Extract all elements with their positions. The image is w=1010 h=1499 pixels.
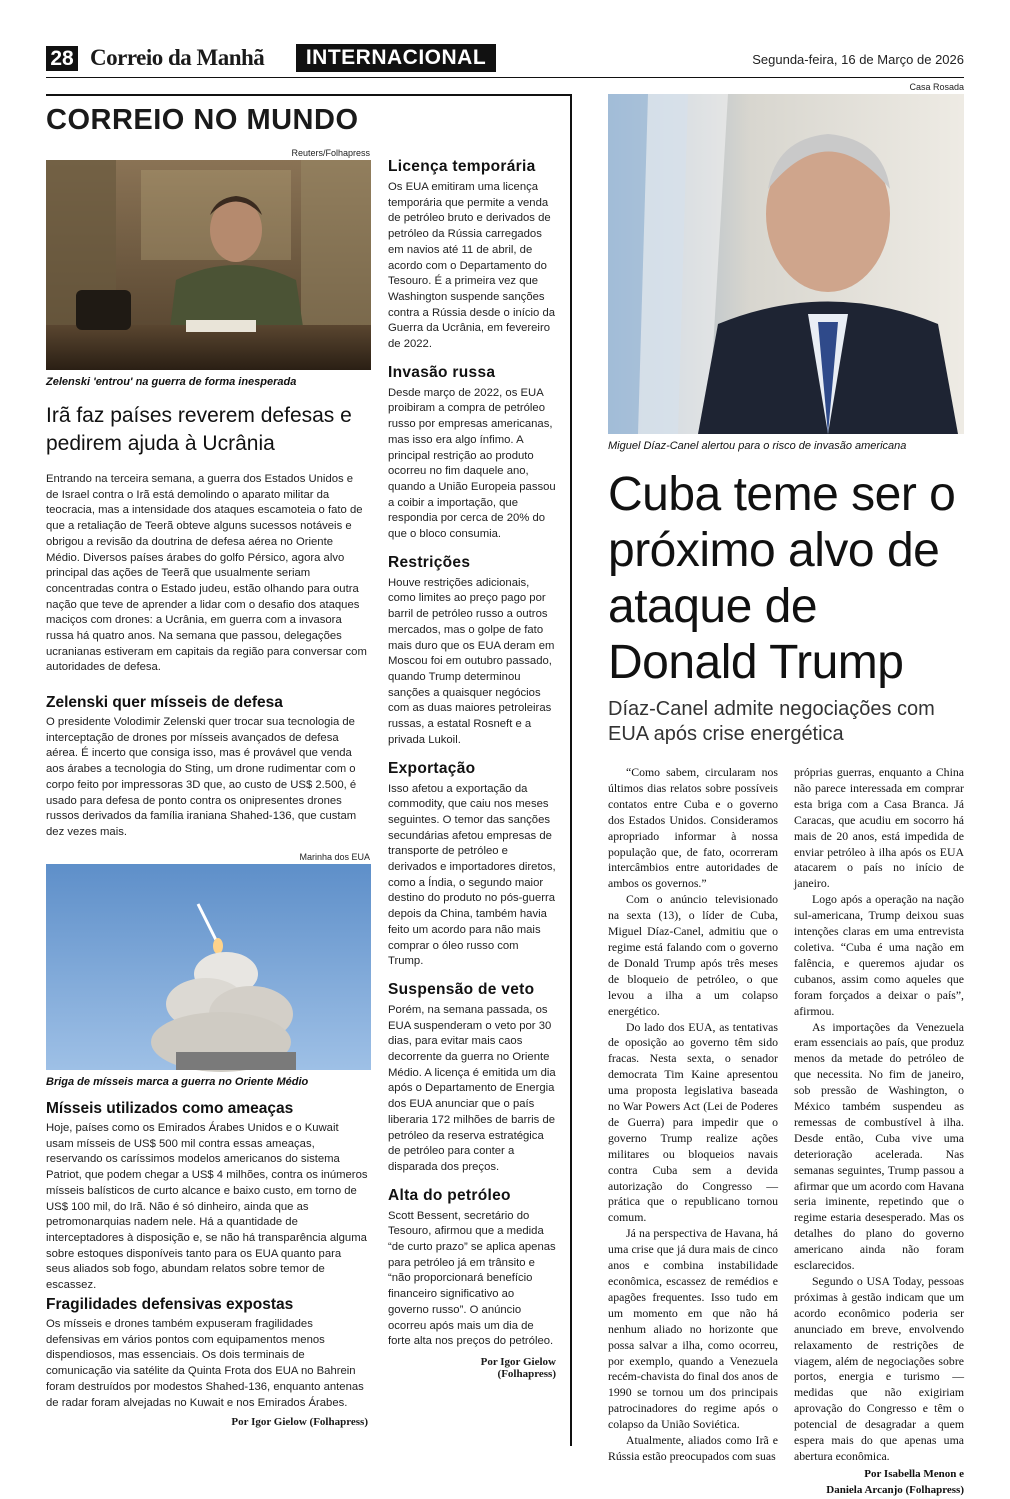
- misseis-text: Hoje, países como os Emirados Árabes Unidos e o Kuwait usam mísseis de US$ 500 mil contra essas ameaças, reservando os caríssimos modelos americanos do sistema Patriot, que podem chegar a US$ 4 milhões, contra os inúmeros mísseis balísticos de curto alcance e baixo custo, em torno de US$ 100 mil, do Irã. Não é só dinheiro, ainda que as petromonarquias nadem nele. Há a quantidade de interceptadores à disposição e, se não há transparência alguma sobre estoques disponíveis tanto para os EUA quanto para seus aliados sob fogo, abundam relatos sobre temor de escassez.: [46, 1122, 368, 1292]
- box-border-right: [570, 94, 572, 1446]
- dateline: Segunda-feira, 16 de Março de 2026: [752, 52, 964, 67]
- right-headline: Cuba teme ser o próximo alvo de ataque de Donald Trump: [608, 468, 956, 689]
- photo-caption-2: Briga de mísseis marca a guerra no Oriente Médio: [46, 1076, 309, 1088]
- colB-p2: Logo após a operação na nação sul-americana, Trump deixou suas intenções claras em uma entrevista coletiva. “Cuba é uma nação em falência, e queremos ajudar os cubanos, assim como aqueles que foram forçados a deixar o país”, afirmou.: [794, 892, 964, 1018]
- section-restricoes: [388, 554, 556, 749]
- section-title-alta: Alta do petróleo: [388, 1186, 511, 1204]
- middle-column: [388, 158, 556, 1380]
- zelenski-photo-graphic: [46, 160, 371, 370]
- section-title-suspensao: Suspensão de veto: [388, 980, 535, 998]
- byline-right-1: Por Isabella Menon e: [864, 1467, 964, 1480]
- section-text-suspensao: Porém, na semana passada, os EUA suspenderam o veto por 30 dias, para evitar mais caos decorrente da guerra no Oriente Médio. A licença é emitida um dia após o Departamento de Energia dos EUA anunciar que o país liberaria 172 milhões de barris de petróleo da reserva estratégica de petróleo para conter a disparada dos preços.: [388, 1003, 556, 1173]
- colB-p1: próprias guerras, enquanto a China não parece interessada em comprar esta briga com a Casa Branca. Já Caracas, que acudiu em socorro há mais de 20 anos, está impedida de enviar petróleo à ilha após os EUA atacarem o país no início de janeiro.: [794, 765, 964, 891]
- zelenski-photo: [46, 160, 371, 370]
- section-text-exportacao: Isso afetou a exportação da commodity, que caiu nos meses seguintes. O temor das sanções secundárias afetou empresas de transporte de petróleo e derivados e importadores diretos, como a Índia, o segundo maior destino do produto no pós-guerra depois da China, também havia feito um acordo para não mais comprar o óleo russo com Trump.: [388, 782, 556, 968]
- right-column-b: [794, 765, 964, 1499]
- masthead: Correio da Manhã: [90, 45, 265, 70]
- intro-text: Entrando na terceira semana, a guerra dos Estados Unidos e de Israel contra o Irã está demolindo o aparato militar da teocracia, mas a intensidade dos ataques escamoteia o fato de que a retaliação de Teerã obteve alguns sucessos notáveis e obrigou a revisão da doutrina de defesa aérea no Oriente Médio. Diversos países árabes do golfo Pérsico, agora alvo principal das ações de Teerã que usualmente seriam concentradas contra o Estado judeu, estão olhando para outra nação que teve de aprender a lidar com o desafio dos ataques maciços com drones: a Ucrânia, em guerra com a invasora russa há quatro anos. Na semana que passou, delegações ucranianas estiveram em capitais da região para conversar com autoridades de defesa.: [46, 473, 367, 674]
- missile-photo: [46, 864, 371, 1070]
- section-alta: [388, 1187, 556, 1350]
- photo-caption: Zelenski 'entrou' na guerra de forma inesperada: [46, 376, 297, 388]
- photo-credit: Reuters/Folhapress: [291, 148, 370, 158]
- section-title-licenca: Licença temporária: [388, 158, 536, 175]
- colB-p3: As importações da Venezuela eram essenciais ao país, que produz menos da metade do petróleo de que necessita. No fim de janeiro, sob pressão de Washington, o México também suspendeu as remessas de combustível à ilha. Desde então, Cuba vive uma deterioração acelerada. Nas semanas seguintes, Trump passou a afirmar que um acordo com Havana seria iminente, repetindo que o regime estaria desesperado. Mas os detalhes do plano do governo americano ainda não foram esclarecidos.: [794, 1019, 964, 1273]
- section-title-invasao: Invasão russa: [388, 363, 496, 381]
- section-title-restricoes: Restrições: [388, 553, 471, 571]
- right-column-a: [608, 765, 778, 1465]
- section-suspensao: [388, 981, 556, 1176]
- colA-p3: Do lado dos EUA, as tentativas de oposição ao governo têm sido fracas. Nesta sexta, o senador democrata Tim Kaine apresentou uma proposta legislativa baseada no War Powers Act (Lei de Poderes de Guerra) para impedir que o governo Trump realize ações militares ou bloqueios navais contra Cuba sem a devida autorização do Congresso — prática que o republicano tornou comum.: [608, 1019, 778, 1225]
- section-title-exportacao: Exportação: [388, 759, 476, 777]
- zelenski-text: O presidente Volodimir Zelenski quer trocar sua tecnologia de interceptação de drones por mísseis avançados de defesa aérea. É incerto que consiga isso, mas é provável que venda aos árabes a tecnologia do Sting, um drone rudimentar com o corpo feito por impressoras 3D que, ao custo de US$ 2.500, é usado para defesa de ponto contra os onipresentes drones russos derivados da família iraniana Shahed-136, que custam dez vezes mais.: [46, 716, 357, 838]
- page-number: 28: [46, 46, 78, 71]
- colB-p4: Segundo o USA Today, pessoas próximas à gestão indicam que um acordo econômico poderia ser anunciado em breve, envolvendo relaxamento de restrições de viagem, além de negociações sobre portos, energia e turismo —medidas que não exigiriam aprovação do Congresso e têm o potencial de desagradar a quem espera mais do que apenas uma abertura econômica.: [794, 1274, 964, 1463]
- section-invasao: [388, 364, 556, 543]
- photo-credit-2: Marinha dos EUA: [299, 852, 370, 862]
- section-text-alta: Scott Bessent, secretário do Tesouro, afirmou que a medida “de curto prazo” se aplica apenas para petróleo já em trânsito e “não proporcionará benefício financeiro significativo ao governo russo”. O anúncio ocorreu após mais um dia de forte alta nos preços do petróleo.: [388, 1209, 556, 1348]
- box-border-top: [46, 94, 572, 96]
- missile-photo-graphic: [46, 864, 371, 1070]
- byline-middle-1: Por Igor Gielow: [480, 1356, 556, 1368]
- section-title: CORREIO NO MUNDO: [46, 104, 359, 136]
- right-subhead: Díaz-Canel admite negociações com EUA após crise energética: [608, 698, 935, 745]
- section-text-invasao: Desde março de 2022, os EUA proibiram a compra de petróleo russo por empresas americanas, mas isso era algo ínfimo. A principal restrição ao produto ocorreu no fim daquele ano, quando a União Europeia passou a coibir a importação, que respondia por cerca de 20% do que o bloco consumia.: [388, 386, 556, 541]
- colA-p1: “Como sabem, circularam nos últimos dias relatos sobre possíveis contatos entre Cuba e o governo dos Estados Unidos. Consideramos apropriado informar à nossa população que, de fato, ocorreram intercâmbios entre autoridades de ambos os governos.”: [608, 765, 778, 891]
- diaz-canel-photo-graphic: [608, 94, 964, 434]
- subhead-misseis: Mísseis utilizados como ameaças: [46, 1100, 294, 1117]
- photo-caption-right: Miguel Díaz-Canel alertou para o risco de invasão americana: [608, 440, 907, 452]
- byline-right-2: Daniela Arcanjo (Folhapress): [826, 1483, 964, 1496]
- section-licenca: [388, 158, 556, 353]
- byline-middle-2: (Folhapress): [497, 1368, 556, 1380]
- subhead-zelenski: Zelenski quer mísseis de defesa: [46, 694, 283, 711]
- subhead-fragilidades: Fragilidades defensivas expostas: [46, 1296, 294, 1313]
- section-tag: INTERNACIONAL: [296, 44, 496, 72]
- section-text-restricoes: Houve restrições adicionais, como limites ao preço pago por barril de petróleo russo a outros mercados, mas o golpe de fato mais duro que os EUA deram em Moscou foi em outubro passado, quando Trump determinou sanções a quaisquer negócios com as duas maiores petroleiras russas, a estatal Rosneft e a privada Lukoil.: [388, 576, 555, 746]
- header-rule: [46, 77, 964, 78]
- colA-p5: Atualmente, aliados como Irã e Rússia estão preocupados com suas: [608, 1433, 778, 1463]
- section-exportacao: [388, 760, 556, 970]
- colA-p2: Com o anúncio televisionado na sexta (13), o líder de Cuba, Miguel Díaz-Canel, admitiu que o regime está falando com o governo de Donald Trump após três meses de bloqueio de petróleo, o que levou a ilha a um colapso energético.: [608, 892, 778, 1018]
- diaz-canel-photo: [608, 94, 964, 434]
- photo-credit-right: Casa Rosada: [909, 82, 964, 92]
- main-headline: Irã faz países reverem defesas e pedirem ajuda à Ucrânia: [46, 404, 352, 455]
- colA-p4: Já na perspectiva de Havana, há uma crise que já dura mais de cinco anos e combina instabilidade econômica, escassez de remédios e apagões frequentes. Isso tudo em um momento em que não há nenhum aliado no horizonte que possa salvar a ilha, como ocorreu, por exemplo, quando a Venezuela recém-chavista do final dos anos de 1990 se tornou um dos principais patrocinadores do regime após o colapso da União Soviética.: [608, 1226, 778, 1432]
- fragilidades-text: Os mísseis e drones também expuseram fragilidades defensivas em vários pontos com equipamentos menos dispendiosos, mas essenciais. Os dois terminais de comunicação via satélite da Quinta Frota dos EUA no Bahrein foram destruídos por modestos Shahed-136, enquanto antenas de radar foram alvejadas no Kuwait e nos Emirados Árabes.: [46, 1318, 364, 1409]
- byline-left: Por Igor Gielow (Folhapress): [231, 1416, 368, 1428]
- section-text-licenca: Os EUA emitiram uma licença temporária que permite a venda de petróleo bruto e derivados de petróleo da Rússia carregados em navios até 11 de abril, de acordo com o Departamento do Tesouro. É a primeira vez que Washington suspende sanções contra a Rússia desde o início da Guerra da Ucrânia, em fevereiro de 2022.: [388, 181, 556, 351]
